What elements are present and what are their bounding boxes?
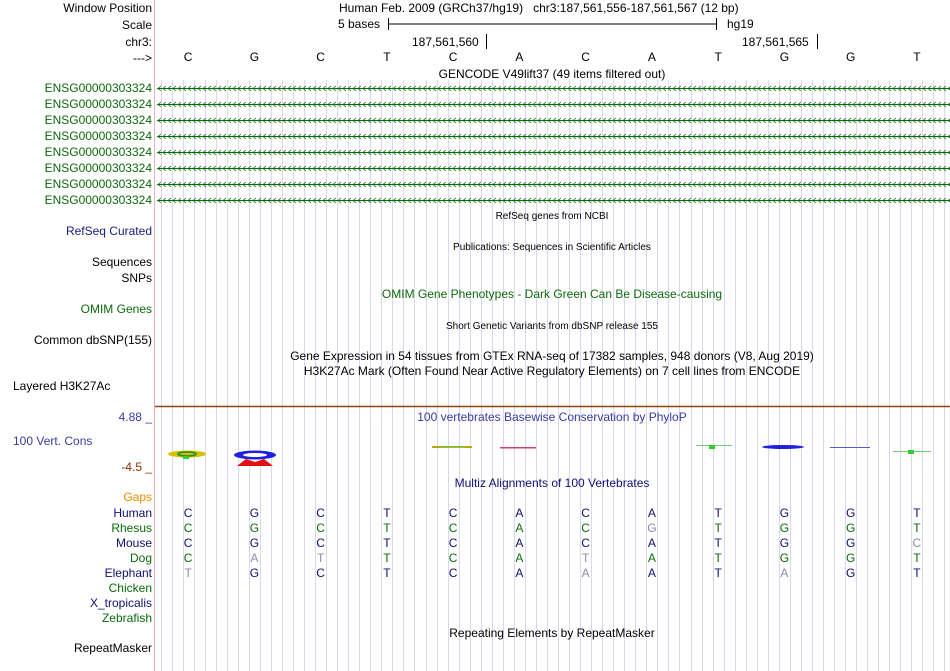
base-a: A bbox=[515, 50, 524, 64]
aligned-base: T bbox=[913, 551, 921, 565]
gencode-transcript[interactable] bbox=[157, 134, 950, 139]
base-t: T bbox=[913, 50, 921, 64]
aligned-base: G bbox=[779, 521, 790, 535]
aligned-base: G bbox=[845, 506, 856, 520]
aligned-base: T bbox=[714, 551, 722, 565]
species-label-human[interactable]: Human bbox=[113, 506, 152, 520]
base-g: G bbox=[779, 50, 790, 64]
species-labels bbox=[90, 506, 153, 625]
position-text: Human Feb. 2009 (GRCh37/hg19) chr3:187,561,556-187,561,567 (12 bp) bbox=[339, 1, 739, 15]
species-label-chicken[interactable]: Chicken bbox=[108, 581, 152, 595]
aligned-base: A bbox=[515, 551, 524, 565]
aligned-base: C bbox=[912, 536, 922, 550]
window-position-label[interactable]: Window Position bbox=[63, 1, 152, 15]
aligned-base: G bbox=[845, 536, 856, 550]
gencode-transcript-label[interactable]: ENSG00000303324 bbox=[44, 81, 152, 95]
aligned-base: G bbox=[249, 521, 260, 535]
base-g: G bbox=[845, 50, 856, 64]
aligned-base: T bbox=[383, 536, 391, 550]
base-sequence bbox=[184, 50, 921, 64]
alignment-bases bbox=[184, 506, 922, 580]
logo-bar-4 bbox=[762, 445, 804, 449]
aligned-base: G bbox=[845, 566, 856, 580]
gencode-transcript-label[interactable]: ENSG00000303324 bbox=[44, 193, 152, 207]
base-g: G bbox=[249, 50, 260, 64]
aligned-base: C bbox=[316, 566, 325, 580]
gencode-transcript[interactable] bbox=[157, 198, 950, 203]
aligned-base: G bbox=[249, 506, 260, 520]
snps-track-label[interactable]: SNPs bbox=[121, 271, 152, 285]
aligned-base: T bbox=[913, 506, 921, 520]
aligned-base: G bbox=[845, 521, 856, 535]
aligned-base: A bbox=[515, 536, 524, 550]
aligned-base: C bbox=[581, 521, 590, 535]
gencode-transcript[interactable] bbox=[157, 86, 950, 91]
repeatmasker-track-title: Repeating Elements by RepeatMasker bbox=[449, 626, 655, 640]
aligned-base: T bbox=[383, 506, 391, 520]
gencode-transcript-label[interactable]: ENSG00000303324 bbox=[44, 97, 152, 111]
base-c: C bbox=[581, 50, 590, 64]
aligned-base: C bbox=[581, 506, 590, 520]
species-label-zebrafish[interactable]: Zebrafish bbox=[101, 611, 152, 625]
aligned-base: C bbox=[316, 521, 325, 535]
base-c: C bbox=[448, 50, 458, 64]
logo-bar-1-inner bbox=[440, 447, 465, 448]
logo-G-inner bbox=[243, 453, 267, 457]
aligned-base: G bbox=[779, 551, 790, 565]
gtex-track-title: Gene Expression in 54 tissues from GTEx RNA-seq of 17382 samples, 948 donors (V8, Aug 2019) bbox=[290, 349, 814, 363]
aligned-base: T bbox=[714, 506, 722, 520]
gencode-transcript[interactable] bbox=[157, 150, 950, 155]
aligned-base: T bbox=[383, 566, 391, 580]
sequences-track-label[interactable]: Sequences bbox=[91, 255, 152, 269]
repeatmasker-track-label[interactable]: RepeatMasker bbox=[73, 641, 152, 655]
base-t: T bbox=[383, 50, 391, 64]
aligned-base: C bbox=[448, 506, 458, 520]
dbsnp-track-label[interactable]: Common dbSNP(155) bbox=[33, 333, 152, 347]
aligned-base: T bbox=[714, 521, 722, 535]
species-label-x_tropicalis[interactable]: X_tropicalis bbox=[89, 596, 152, 610]
h3k27ac-track-label[interactable]: Layered H3K27Ac bbox=[13, 379, 111, 393]
species-label-rhesus[interactable]: Rhesus bbox=[111, 521, 152, 535]
aligned-base: G bbox=[249, 536, 260, 550]
gencode-transcript-label[interactable]: ENSG00000303324 bbox=[44, 113, 152, 127]
conservation-track-title: 100 vertebrates Basewise Conservation by PhyloP bbox=[417, 410, 687, 424]
gencode-track-title: GENCODE V49lift37 (49 items filtered out) bbox=[438, 67, 666, 81]
species-label-dog[interactable]: Dog bbox=[129, 551, 152, 565]
aligned-base: T bbox=[316, 551, 325, 565]
aligned-base: C bbox=[316, 536, 325, 550]
aligned-base: C bbox=[581, 536, 590, 550]
conservation-track-label[interactable]: 100 Vert. Cons bbox=[13, 434, 93, 448]
aligned-base: A bbox=[647, 551, 656, 565]
aligned-base: A bbox=[647, 506, 656, 520]
base-c: C bbox=[316, 50, 325, 64]
aligned-base: A bbox=[647, 536, 656, 550]
scale-label[interactable]: Scale bbox=[121, 18, 152, 32]
chr-label[interactable]: chr3: bbox=[125, 35, 152, 49]
gencode-transcript[interactable] bbox=[157, 102, 950, 107]
aligned-base: A bbox=[515, 521, 524, 535]
scale-bar bbox=[388, 18, 717, 30]
aligned-base: C bbox=[448, 536, 458, 550]
species-label-elephant[interactable]: Elephant bbox=[104, 566, 152, 580]
coordinate-tick-1: 187,561,560 bbox=[412, 35, 479, 49]
aligned-base: T bbox=[383, 521, 391, 535]
aligned-base: G bbox=[779, 506, 790, 520]
strand-label[interactable]: ---> bbox=[133, 51, 152, 65]
gencode-transcript[interactable] bbox=[157, 166, 950, 171]
logo-C-1-mark bbox=[183, 456, 189, 459]
h3k27ac-track-title: H3K27Ac Mark (Often Found Near Active Regulatory Elements) on 7 cell lines from ENCODE bbox=[303, 364, 801, 378]
aligned-base: G bbox=[779, 536, 790, 550]
publications-track-title: Publications: Sequences in Scientific Articles bbox=[453, 242, 651, 253]
refseq-track-title: RefSeq genes from NCBI bbox=[495, 211, 609, 222]
gencode-transcript-label[interactable]: ENSG00000303324 bbox=[44, 161, 152, 175]
aligned-base: C bbox=[183, 551, 193, 565]
gencode-transcript-label[interactable]: ENSG00000303324 bbox=[44, 177, 152, 191]
gencode-transcripts bbox=[157, 86, 950, 203]
aligned-base: T bbox=[581, 551, 590, 565]
aligned-base: A bbox=[250, 551, 259, 565]
conservation-min-value: -4.5 _ bbox=[121, 460, 152, 474]
logo-A bbox=[237, 459, 273, 466]
aligned-base: T bbox=[383, 551, 391, 565]
aligned-base: A bbox=[647, 566, 656, 580]
aligned-base: T bbox=[184, 566, 192, 580]
base-c: C bbox=[183, 50, 193, 64]
logo-bar-6-mark bbox=[908, 450, 914, 454]
gencode-transcript[interactable] bbox=[157, 182, 950, 187]
omim-track-label[interactable]: OMIM Genes bbox=[80, 302, 152, 316]
gencode-transcript[interactable] bbox=[157, 118, 950, 123]
gencode-transcript-label[interactable]: ENSG00000303324 bbox=[44, 145, 152, 159]
coordinate-tick-2: 187,561,565 bbox=[742, 35, 809, 49]
logo-bar-2 bbox=[500, 447, 536, 449]
species-label-mouse[interactable]: Mouse bbox=[115, 536, 152, 550]
gencode-labels bbox=[45, 81, 153, 207]
omim-track-title: OMIM Gene Phenotypes - Dark Green Can Be Disease-causing bbox=[381, 287, 723, 301]
conservation-max-value: 4.88 _ bbox=[118, 410, 152, 424]
base-a: A bbox=[647, 50, 656, 64]
aligned-base: C bbox=[183, 521, 193, 535]
aligned-base: A bbox=[581, 566, 590, 580]
aligned-base: A bbox=[780, 566, 789, 580]
aligned-base: A bbox=[515, 506, 524, 520]
aligned-base: G bbox=[845, 551, 856, 565]
aligned-base: T bbox=[714, 536, 722, 550]
base-t: T bbox=[714, 50, 722, 64]
aligned-base: C bbox=[183, 536, 193, 550]
aligned-base: C bbox=[448, 566, 458, 580]
logo-bar-3-mark bbox=[709, 445, 715, 449]
refseq-track-label[interactable]: RefSeq Curated bbox=[65, 224, 152, 238]
gaps-track-label[interactable]: Gaps bbox=[123, 490, 152, 504]
aligned-base: C bbox=[448, 521, 458, 535]
scale-assembly: hg19 bbox=[727, 17, 754, 31]
dbsnp-track-title: Short Genetic Variants from dbSNP release 155 bbox=[446, 321, 658, 332]
aligned-base: T bbox=[913, 566, 921, 580]
aligned-base: C bbox=[183, 506, 193, 520]
logo-bar-5 bbox=[830, 447, 870, 448]
aligned-base: G bbox=[647, 521, 657, 535]
aligned-base: T bbox=[714, 566, 722, 580]
aligned-base: A bbox=[515, 566, 524, 580]
multiz-track-title: Multiz Alignments of 100 Vertebrates bbox=[454, 476, 650, 490]
aligned-base: C bbox=[448, 551, 458, 565]
aligned-base: T bbox=[913, 521, 921, 535]
gencode-transcript-label[interactable]: ENSG00000303324 bbox=[44, 129, 152, 143]
scale-bar-text: 5 bases bbox=[338, 17, 381, 31]
aligned-base: G bbox=[249, 566, 260, 580]
aligned-base: C bbox=[316, 506, 325, 520]
